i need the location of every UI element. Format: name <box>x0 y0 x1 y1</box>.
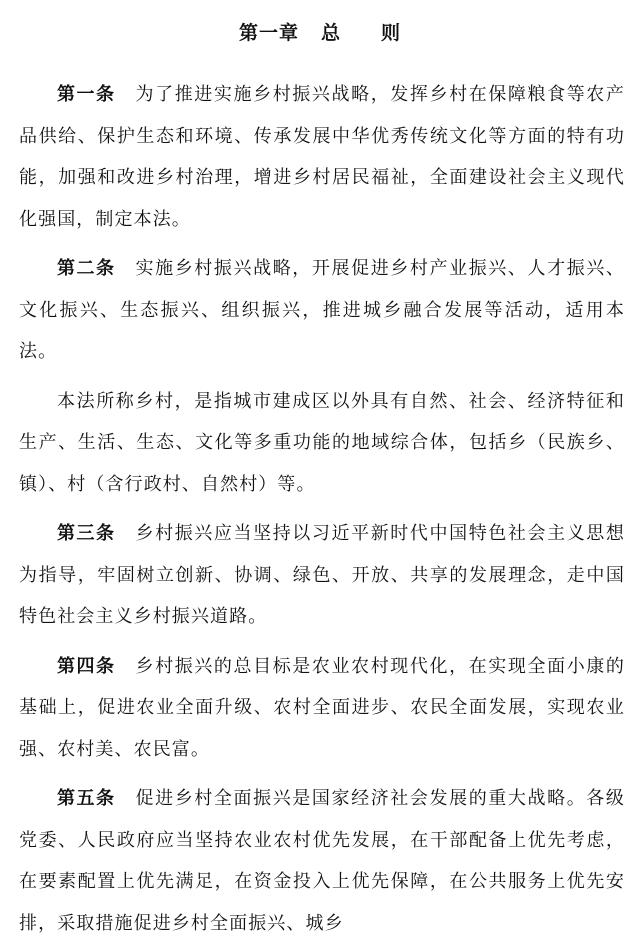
paragraph-article-4 <box>19 646 625 771</box>
paragraph-article-1 <box>19 74 625 240</box>
chapter-title-char-1: 总 <box>320 22 341 44</box>
article-heading: 第二条 <box>57 258 116 279</box>
paragraph-article-3 <box>19 513 625 638</box>
paragraph-article-2-continued <box>19 381 625 506</box>
article-text: 乡村振兴应当坚持以习近平新时代中国特色社会主义思想为指导，牢固树立创新、协调、绿色、开放、共享的发展理念，走中国特色社会主义乡村振兴道路。 <box>19 523 625 627</box>
article-text: 乡村振兴的总目标是农业农村现代化，在实现全面小康的基础上，促进农业全面升级、农村全面进步、农民全面发展，实现农业强、农村美、农民富。 <box>19 655 625 760</box>
article-heading: 第四条 <box>57 655 116 677</box>
chapter-title <box>0 18 640 48</box>
article-heading: 第三条 <box>57 523 116 544</box>
chapter-number: 第一章 <box>238 22 299 44</box>
document-body <box>19 74 625 952</box>
article-text: 促进乡村全面振兴是国家经济社会发展的重大战略。各级党委、人民政府应当坚持农业农村优先发展，在干部配备上优先考虑，在要素配置上优先满足，在资金投入上优先保障，在公共服务上优先安排，采取措施促进乡村全面振兴、城乡 <box>19 788 625 934</box>
article-text: 本法所称乡村，是指城市建成区以外具有自然、社会、经济特征和生产、生活、生态、文化等多重功能的地域综合体，包括乡（民族乡、镇）、村（含行政村、自然村）等。 <box>19 390 625 495</box>
article-text: 实施乡村振兴战略，开展促进乡村产业振兴、人才振兴、文化振兴、生态振兴、组织振兴，推进城乡融合发展等活动，适用本法。 <box>19 258 625 362</box>
paragraph-article-5 <box>19 778 625 944</box>
article-heading: 第五条 <box>57 788 116 809</box>
chapter-title-char-2: 则 <box>381 22 402 44</box>
article-heading: 第一条 <box>57 84 116 105</box>
article-text: 为了推进实施乡村振兴战略，发挥乡村在保障粮食等农产品供给、保护生态和环境、传承发展中华优秀传统文化等方面的特有功能，加强和改进乡村治理，增进乡村居民福祉，全面建设社会主义现代化强国，制定本法。 <box>19 84 625 230</box>
paragraph-article-2 <box>19 248 625 373</box>
